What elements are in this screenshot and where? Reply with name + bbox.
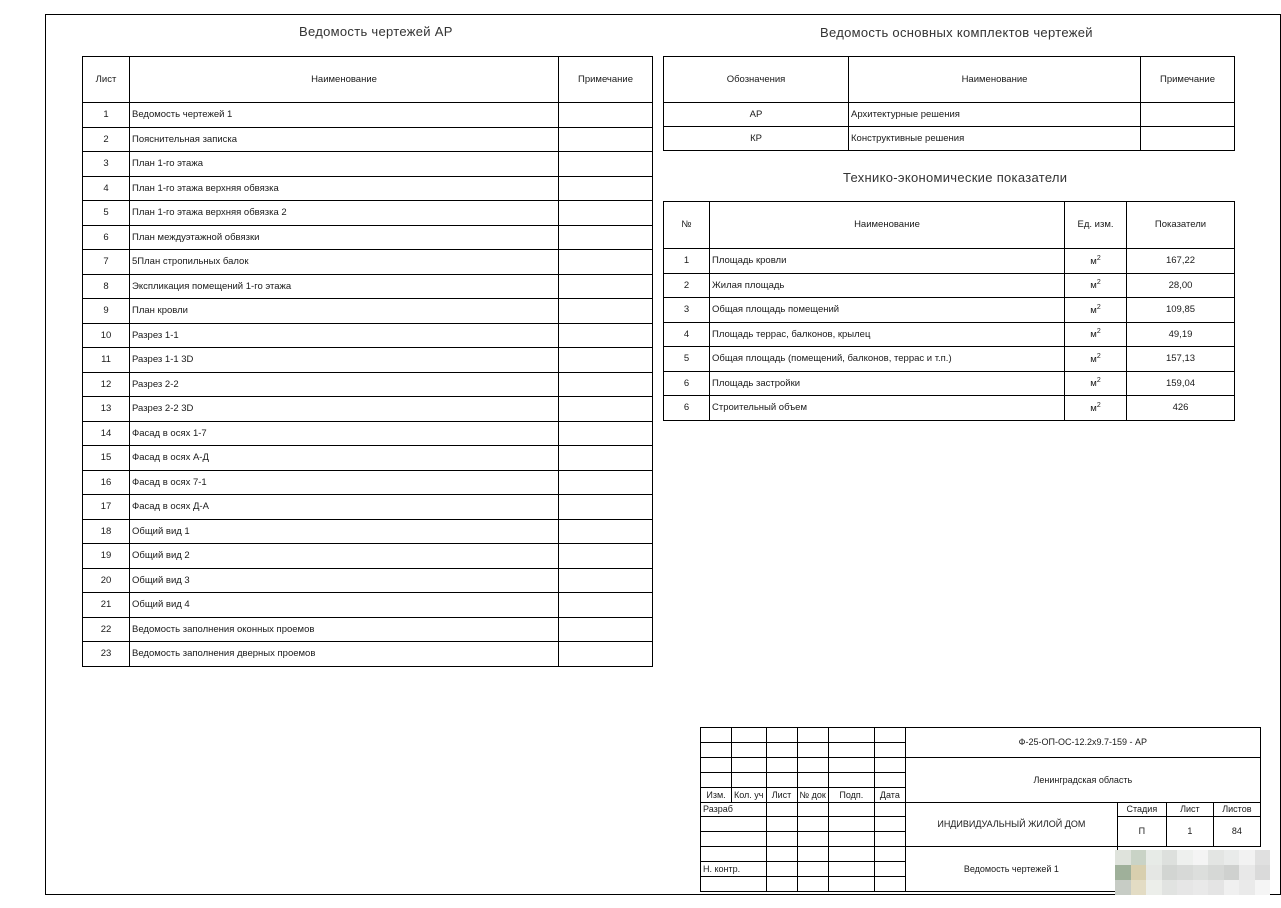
blur-cell: [1255, 850, 1271, 865]
table-row: [664, 127, 1235, 151]
tep-unit: [1065, 371, 1127, 396]
drawing-note: [559, 103, 653, 128]
tep-header-unit: Ед. изм.: [1065, 202, 1127, 249]
blur-cell: [1239, 865, 1255, 880]
drawing-sheet-number: 22: [83, 617, 130, 642]
stamp-sheets-label: Листов: [1213, 803, 1260, 817]
tep-unit: [1065, 249, 1127, 274]
drawing-note: [559, 568, 653, 593]
table-row: [83, 176, 653, 201]
blur-cell: [1146, 865, 1162, 880]
drawing-name: Ведомость чертежей 1: [130, 103, 559, 128]
blurred-logo: [1115, 850, 1270, 895]
drawing-note: [559, 397, 653, 422]
stamp-region: Ленинградская область: [905, 758, 1260, 803]
blur-cell: [1177, 880, 1193, 895]
tep-number: 3: [664, 298, 710, 323]
tep-name: Строительный объем: [710, 396, 1065, 421]
drawing-note: [559, 274, 653, 299]
blur-cell: [1131, 865, 1147, 880]
drawings-title: Ведомость чертежей АР: [299, 24, 453, 39]
set-note: [1141, 103, 1235, 127]
unit-base: м: [1090, 329, 1097, 341]
drawing-sheet-number: 16: [83, 470, 130, 495]
drawing-note: [559, 642, 653, 667]
set-code: КР: [664, 127, 849, 151]
tep-name: Площадь застройки: [710, 371, 1065, 396]
drawing-note: [559, 299, 653, 324]
sets-header-note: Примечание: [1141, 57, 1235, 103]
tep-name: Жилая площадь: [710, 273, 1065, 298]
drawing-sheet-number: 7: [83, 250, 130, 275]
table-row: [83, 617, 653, 642]
stamp-sheet: 1: [1166, 817, 1213, 847]
drawing-name: Разрез 2-2: [130, 372, 559, 397]
drawings-table: [82, 56, 653, 667]
unit-base: м: [1090, 305, 1097, 317]
unit-exponent: 2: [1096, 377, 1101, 385]
table-row: [83, 642, 653, 667]
sets-header-name: Наименование: [849, 57, 1141, 103]
drawing-note: [559, 495, 653, 520]
blur-cell: [1208, 865, 1224, 880]
drawing-name: Фасад в осях 1-7: [130, 421, 559, 446]
tep-number: 6: [664, 371, 710, 396]
tep-value: 426: [1127, 396, 1235, 421]
unit-base: м: [1090, 403, 1097, 415]
blur-cell: [1193, 865, 1209, 880]
blur-cell: [1146, 880, 1162, 895]
drawing-sheet-number: 14: [83, 421, 130, 446]
blur-cell: [1224, 850, 1240, 865]
drawing-name: Общий вид 3: [130, 568, 559, 593]
table-row: [83, 519, 653, 544]
tep-number: 4: [664, 322, 710, 347]
table-row: [83, 323, 653, 348]
drawing-name: Фасад в осях 7-1: [130, 470, 559, 495]
drawing-sheet-number: 8: [83, 274, 130, 299]
unit-base: м: [1090, 256, 1097, 268]
blur-cell: [1255, 880, 1271, 895]
stamp-building: ИНДИВИДУАЛЬНЫЙ ЖИЛОЙ ДОМ: [905, 803, 1117, 847]
table-row: [83, 127, 653, 152]
tep-name: Площадь кровли: [710, 249, 1065, 274]
set-name: Архитектурные решения: [849, 103, 1141, 127]
table-row: [83, 225, 653, 250]
drawing-name: Фасад в осях Д-А: [130, 495, 559, 520]
tep-table: [663, 201, 1235, 421]
unit-exponent: 2: [1096, 303, 1101, 311]
unit-base: м: [1090, 378, 1097, 390]
drawing-note: [559, 421, 653, 446]
table-row: [83, 274, 653, 299]
table-row: [83, 299, 653, 324]
drawing-name: Экспликация помещений 1-го этажа: [130, 274, 559, 299]
unit-exponent: 2: [1096, 352, 1101, 360]
tep-unit: [1065, 298, 1127, 323]
drawing-sheet-number: 12: [83, 372, 130, 397]
table-row: [83, 446, 653, 471]
drawings-header-note: Примечание: [559, 57, 653, 103]
tep-name: Общая площадь (помещений, балконов, террас и т.п.): [710, 347, 1065, 372]
table-row: [83, 201, 653, 226]
tep-number: 5: [664, 347, 710, 372]
drawing-note: [559, 225, 653, 250]
blur-cell: [1193, 880, 1209, 895]
drawing-name: План 1-го этажа: [130, 152, 559, 177]
table-row: [664, 347, 1235, 372]
stamp-sheets: 84: [1213, 817, 1260, 847]
stamp-code: Ф-25-ОП-ОС-12.2х9.7-159 - АР: [905, 728, 1260, 758]
tep-title: Технико-экономические показатели: [843, 170, 1068, 185]
blur-cell: [1146, 850, 1162, 865]
drawing-note: [559, 250, 653, 275]
unit-exponent: 2: [1096, 254, 1101, 262]
stamp-col-date: Дата: [874, 788, 905, 803]
drawing-name: План кровли: [130, 299, 559, 324]
tep-value: 109,85: [1127, 298, 1235, 323]
drawing-note: [559, 348, 653, 373]
table-row: [83, 568, 653, 593]
set-name: Конструктивные решения: [849, 127, 1141, 151]
stamp-developer: Разраб: [701, 803, 767, 817]
sets-title: Ведомость основных комплектов чертежей: [820, 25, 1093, 40]
blur-cell: [1177, 850, 1193, 865]
blur-cell: [1115, 865, 1131, 880]
drawings-header-sheet: Лист: [83, 57, 130, 103]
drawing-sheet-number: 10: [83, 323, 130, 348]
drawing-name: 5План стропильных балок: [130, 250, 559, 275]
tep-unit: [1065, 322, 1127, 347]
sets-header-code: Обозначения: [664, 57, 849, 103]
tep-header-name: Наименование: [710, 202, 1065, 249]
tep-value: 159,04: [1127, 371, 1235, 396]
stamp-sheet-label: Лист: [1166, 803, 1213, 817]
blur-cell: [1208, 880, 1224, 895]
drawing-name: План 1-го этажа верхняя обвязка 2: [130, 201, 559, 226]
unit-exponent: 2: [1096, 279, 1101, 287]
drawing-sheet-number: 21: [83, 593, 130, 618]
drawing-sheet-number: 11: [83, 348, 130, 373]
blur-cell: [1162, 880, 1178, 895]
tep-unit: [1065, 347, 1127, 372]
drawing-note: [559, 593, 653, 618]
drawing-name: Общий вид 4: [130, 593, 559, 618]
drawing-note: [559, 519, 653, 544]
table-row: [664, 371, 1235, 396]
drawing-name: План 1-го этажа верхняя обвязка: [130, 176, 559, 201]
stamp-stage-label: Стадия: [1117, 803, 1166, 817]
table-row: [664, 273, 1235, 298]
tep-number: 2: [664, 273, 710, 298]
table-row: [664, 322, 1235, 347]
blur-cell: [1239, 850, 1255, 865]
drawing-sheet-number: 15: [83, 446, 130, 471]
stamp-col-sign: Подп.: [828, 788, 874, 803]
table-row: [83, 103, 653, 128]
drawing-name: Общий вид 2: [130, 544, 559, 569]
drawing-name: Пояснительная записка: [130, 127, 559, 152]
drawing-sheet-number: 9: [83, 299, 130, 324]
drawing-sheet-number: 1: [83, 103, 130, 128]
drawing-name: Ведомость заполнения дверных проемов: [130, 642, 559, 667]
drawing-name: Ведомость заполнения оконных проемов: [130, 617, 559, 642]
drawing-note: [559, 470, 653, 495]
drawing-note: [559, 446, 653, 471]
tep-value: 167,22: [1127, 249, 1235, 274]
table-row: [83, 250, 653, 275]
blur-cell: [1239, 880, 1255, 895]
stamp-col-izm: Изм.: [701, 788, 732, 803]
table-row: [83, 372, 653, 397]
unit-exponent: 2: [1096, 401, 1101, 409]
drawing-sheet-number: 5: [83, 201, 130, 226]
table-row: [664, 396, 1235, 421]
drawing-sheet-number: 17: [83, 495, 130, 520]
table-row: [83, 470, 653, 495]
drawing-sheet-number: 3: [83, 152, 130, 177]
stamp-col-list: Лист: [766, 788, 797, 803]
blur-cell: [1208, 850, 1224, 865]
drawing-sheet-number: 19: [83, 544, 130, 569]
tep-value: 49,19: [1127, 322, 1235, 347]
table-row: [83, 495, 653, 520]
drawing-note: [559, 323, 653, 348]
drawing-note: [559, 544, 653, 569]
stamp-norm-control: Н. контр.: [701, 862, 767, 877]
drawing-note: [559, 127, 653, 152]
stamp-col-kolich: Кол. уч: [732, 788, 767, 803]
drawing-sheet-number: 18: [83, 519, 130, 544]
drawing-name: Разрез 1-1 3D: [130, 348, 559, 373]
tep-unit: [1065, 273, 1127, 298]
blur-cell: [1224, 865, 1240, 880]
drawing-sheet-number: 2: [83, 127, 130, 152]
tep-name: Общая площадь помещений: [710, 298, 1065, 323]
drawing-note: [559, 201, 653, 226]
table-row: [83, 421, 653, 446]
stamp-sheet-title: Ведомость чертежей 1: [905, 847, 1117, 892]
table-row: [83, 152, 653, 177]
set-note: [1141, 127, 1235, 151]
drawing-name: Фасад в осях А-Д: [130, 446, 559, 471]
set-code: АР: [664, 103, 849, 127]
unit-exponent: 2: [1096, 328, 1101, 336]
blur-cell: [1193, 850, 1209, 865]
drawing-note: [559, 176, 653, 201]
tep-number: 1: [664, 249, 710, 274]
unit-base: м: [1090, 354, 1097, 366]
table-row: [83, 593, 653, 618]
table-row: [664, 103, 1235, 127]
drawing-name: План междуэтажной обвязки: [130, 225, 559, 250]
drawing-sheet-number: 23: [83, 642, 130, 667]
tep-header-value: Показатели: [1127, 202, 1235, 249]
table-row: [83, 397, 653, 422]
drawings-header-name: Наименование: [130, 57, 559, 103]
tep-number: 6: [664, 396, 710, 421]
drawing-name: Общий вид 1: [130, 519, 559, 544]
table-row: [83, 544, 653, 569]
blur-cell: [1162, 850, 1178, 865]
drawing-sheet-number: 4: [83, 176, 130, 201]
drawing-note: [559, 372, 653, 397]
tep-value: 157,13: [1127, 347, 1235, 372]
drawing-note: [559, 617, 653, 642]
blur-cell: [1255, 865, 1271, 880]
blur-cell: [1115, 880, 1131, 895]
blur-cell: [1131, 880, 1147, 895]
stamp-col-doc: № док: [797, 788, 828, 803]
table-row: [83, 348, 653, 373]
tep-header-num: №: [664, 202, 710, 249]
blur-cell: [1162, 865, 1178, 880]
table-row: [664, 249, 1235, 274]
tep-name: Площадь террас, балконов, крылец: [710, 322, 1065, 347]
drawing-note: [559, 152, 653, 177]
tep-unit: [1065, 396, 1127, 421]
sets-table: [663, 56, 1235, 151]
blur-cell: [1177, 865, 1193, 880]
tep-value: 28,00: [1127, 273, 1235, 298]
stamp-stage: П: [1117, 817, 1166, 847]
unit-base: м: [1090, 280, 1097, 292]
blur-cell: [1224, 880, 1240, 895]
drawing-name: Разрез 2-2 3D: [130, 397, 559, 422]
blur-cell: [1131, 850, 1147, 865]
drawing-sheet-number: 20: [83, 568, 130, 593]
drawing-sheet-number: 13: [83, 397, 130, 422]
table-row: [664, 298, 1235, 323]
blur-cell: [1115, 850, 1131, 865]
drawing-name: Разрез 1-1: [130, 323, 559, 348]
drawing-sheet-number: 6: [83, 225, 130, 250]
